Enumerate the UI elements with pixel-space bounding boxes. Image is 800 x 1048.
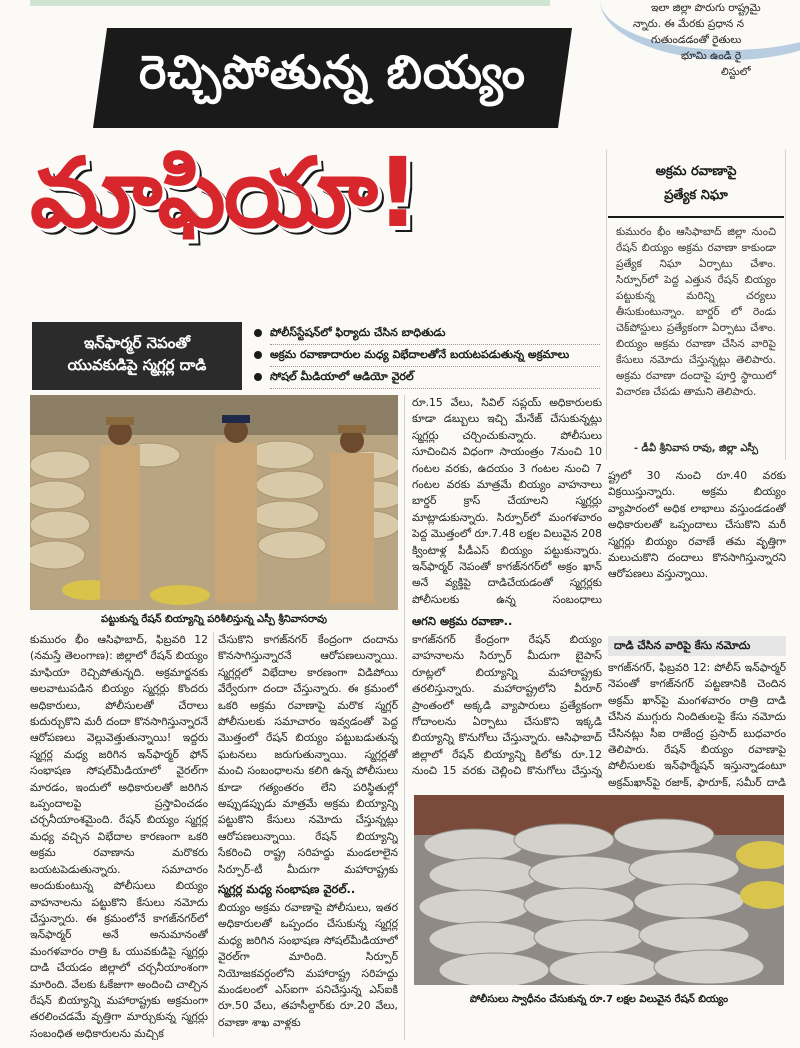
column-divider xyxy=(213,632,214,1037)
article-text: కాగజ్‌నగర్ కేంద్రంగా రేషన్ బియ్యం వాహనాలను సిర్పూర్ మీదుగా బైపాస్ రూట్లలో బియ్యాన్ని మహారాష్ట్రకు తరలిస్తున్నారు. మహారాష్ట్రలోని వీరూర్ ప్రాంతంలో అక్కడి వ్యాపారులు ప్రత్యేకంగా గోదాంలను ఏర్పాటు చేసుకొని ఇక్కడి బియ్యాన్ని కొనుగోలు చేస్తున్నారు. ఆసిఫాబాద్ జిల్లాలో రేషన్ బియ్యాన్ని కిలోకు రూ.12 నుంచి 15 వరకు చెల్లించి కొనుగోలు చేస్తున్న xyxy=(412,633,602,778)
article-column-4b xyxy=(608,660,786,790)
article-text: బియ్యం అక్రమ రవాణాపై పోలీసులు, ఇతర అధికారులతో ఒప్పందం చేసుకున్న స్మగ్లర్ల మధ్య జరిగిన సంభాషణ సోషల్‌మీడియాలో వైరల్‌గా మారింది. సిర్పూర్ నియోజకవర్గంలోని మహారాష్ట్ర సరిహద్దు మండలంలో ఎస్‌ఐగా పనిచేస్తున్న ఎస్‌ఐకి రూ.50 వేలు, తహసీల్దార్‌కు రూ.20 వేలు, రవాణా శాఖ వాళ్లకు xyxy=(218,901,398,1029)
photo-seized-rice-bags-image xyxy=(414,795,784,985)
column-divider xyxy=(404,395,405,1040)
article-column-2b xyxy=(218,900,398,1040)
photo-caption: పట్టుకున్న రేషన్ బియ్యాన్ని పరిశీలిస్తున్న ఎస్పీ శ్రీనివాసరావు xyxy=(100,614,328,625)
headline-banner xyxy=(93,28,572,128)
headline-banner-text: రెచ్చిపోతున్న బియ్యం xyxy=(139,45,526,99)
bullet-item xyxy=(250,344,600,366)
sidebar-border xyxy=(606,150,786,460)
photo-caption: పోలీసులు స్వాధీనం చేసుకున్న రూ.7 లక్షల విలువైన రేషన్ బియ్యం xyxy=(469,994,729,1005)
snippet-line: గుతుండడంతో రైతులు xyxy=(651,34,742,46)
sidebar-signature: - డీవీ శ్రీనివాస రావు, జిల్లా ఎస్పీ xyxy=(633,443,759,454)
bullet-item xyxy=(250,322,600,344)
bullet-text: పోలీస్‌స్టేషన్‌లో ఫిర్యాదు చేసిన బాధితుడు xyxy=(270,322,600,345)
article-text: కాగజ్‌నగర్, ఫిబ్రవరి 12: పోలీస్ ఇన్‌ఫార్మర్ నెపంతో కాగజ్‌నగర్ పట్టణానికి చెందిన అక్రమ్ ఖాన్‌పై మంగళవారం రాత్రి దాడి చేసిన ముగ్గురు నిందితులపై కేసు నమోదు చేసినట్లు సీఐ రాజేంద్ర ప్రసాద్ బుధవారం తెలిపారు. రేషన్ బియ్యం రవాణాపై పోలీసులకు ఇన్‌ఫార్మేషన్ ఇస్తున్నాడంటూ అక్రమ్‌ఖాన్‌పై రజాక్, ఫారూక్, సమీర్ దాడి xyxy=(608,661,786,789)
snippet-line: లిస్టులో xyxy=(721,66,751,78)
snippet-line: ఇలా జిల్లా పొరుగు రాష్ట్రమై xyxy=(651,2,761,14)
photo-police-inspecting-rice-image xyxy=(30,395,398,610)
article-column-4a xyxy=(608,468,786,632)
sidebar-title-line: అక్రమ రవాణాపై xyxy=(655,164,737,179)
headline-main-text: మాఫియా! xyxy=(30,137,418,249)
article-column-1 xyxy=(30,632,208,1040)
bullet-text: అక్రమ రవాణాదారుల మధ్య విభేదాలతోనే బయటపడుతున్న అక్రమాలు xyxy=(270,344,600,367)
section-heading: ఆగని అక్రమ రవాణా.. xyxy=(412,614,513,628)
section-heading: స్మగ్లర్ల మధ్య సంభాషణ వైరల్.. xyxy=(218,882,356,896)
highlight-bullets xyxy=(250,322,600,388)
article-text: రూ.15 వేలు, సివిల్ సప్లయ్ అధికారులకు కూడా డబ్బులు ఇచ్చి మేనేజ్ చేసుకున్నట్లు స్మగ్లర్లు చర్చించుకున్నారు. పోలీసులు సూచించిన విధంగా సాయంత్రం 7నుంచి 10 గంటల వరకు, ఉదయం 3 గంటల నుంచి 7 గంటల వరకు మాత్రమే బియ్యం వాహనాలు బార్డర్ క్రాస్ చేయాలని స్మగ్లర్లు మాట్లాడుకున్నారు. సిర్పూర్‌లో మంగళవారం పెద్ద మొత్తంలో రూ.7.48 లక్షల విలువైన 208 క్వింటాళ్ల పీడీఎస్ బియ్యం పట్టుకున్నారు. ఇన్‌ఫార్మర్ నెపంతో కాగజ్‌నగర్‌లో అక్రం ఖాన్ అనే వ్యక్తిపై దాడిచేయడంతో స్మగ్లర్లకు పోలీసులకు ఉన్న సంబంధాలు xyxy=(412,396,602,606)
article-text: కుమురం భీం ఆసిఫాబాద్, ఫిబ్రవరి 12 (నమస్తే తెలంగాణ): జిల్లాలో రేషన్ బియ్యం మాఫియా రెచ్చిపోతున్నది. అక్రమార్జనకు అలవాటుపడిన బియ్యం స్మగ్లర్లు కొందరు అధికారులు, పోలీసులతో చేరాలు కుదుర్చుకొని మరీ దందా కొనసాగిస్తున్నారనే ఆరోపణలు వెల్లువెత్తుతున్నాయి! ఇద్దరు స్మగ్లర్ల మధ్య జరిగిన ఇన్‌ఫార్మర్ ఫోన్ సంభాషణ సోషల్‌మీడియాలో వైరల్‌గా మారడం, ఇందులో అధికారులతో జరిగిన ఒప్పందాలపై ప్రస్తావించడం చర్చనీయాంశమైంది. రేషన్ బియ్యం స్మగ్లర్ల మధ్య వచ్చిన విభేదాల కారణంగా ఒకరి అక్రమ రవాణాను మరొకరు బయటపెడుతున్నారు. సమాచారం అందుకుంటున్న పోలీసులు బియ్యం వాహనాలను పట్టుకొని కేసులు నమోదు చేస్తున్నారు. ఈ క్రమంలోనే కాగజ్‌నగర్‌లో ఇన్‌ఫార్మర్ అనే అనుమానంతో మంగళవారం రాత్రి ఓ యువకుడిపై స్మగ్లర్లు దాడి చేయడం జిల్లాలో చర్చనీయాంశంగా మారింది. వేలకు ఓకేజుగా అందించి చాల్చిన రేషన్ బియ్యాన్ని మహారాష్ట్రకు అక్రమంగా తరలించడమే వృత్తిగా మార్చుకున్న స్మగ్లర్లు సంబంధిత అధికారులను మచ్చిక xyxy=(30,633,208,1040)
snippet-line: న్నారు. ఈ మేరకు ప్రధాన న xyxy=(633,18,744,30)
article-column-3b xyxy=(412,632,602,782)
subheadline-line: ఇన్‌ఫార్మర్ నెపంతో xyxy=(83,334,191,352)
sidebar-body: కుమురం భీం ఆసిఫాబాద్ జిల్లా నుంచి రేషన్ బియ్యం అక్రమ రవాణా కాకుండా ప్రత్యేక నిఘా ఏర్పాటు చేశాం. సిర్పూర్‌లో పెద్ద ఎత్తున రేషన్ బియ్యం పట్టుకున్న మరిన్ని చర్యలు తీసుకుంటున్నాం. బార్డర్ లో రెండు చెక్‌పోస్టులు ప్రత్యేకంగా ఏర్పాటు చేశాం. బియ్యం అక్రమ రవాణా చేసిన వారిపై కేసులు నమోదు చేస్తున్నట్లు తెలిపారు. అక్రమ రవాణా దందాపై పూర్తి స్థాయిలో విచారణ చేపడు తామని తెలిపారు. xyxy=(616,226,776,398)
bullet-dot-icon xyxy=(254,329,262,337)
bullet-dot-icon xyxy=(254,373,262,381)
article-column-2a xyxy=(218,632,398,878)
bullet-item xyxy=(250,366,600,388)
subheadline-box xyxy=(32,322,242,390)
top-color-strip xyxy=(30,0,550,6)
section-heading-box: దాడి చేసిన వారిపై కేసు నమోదు xyxy=(608,636,786,656)
snippet-line: భూమి ఉండి రై xyxy=(681,50,742,62)
article-text: ష్ట్రలో 30 నుంచి రూ.40 వరకు విక్రయిస్తున్నారు. అక్రమ బియ్యం వ్యాపారంలో అధిక లాభాలు వస్తుండడంతో అధికారులతో ఒప్పందాలు చేసుకొని మరీ స్మగ్లర్లు బియ్యం రవాణే తమ వృత్తిగా మలుచుకొని దందాలు కొనసాగిస్తున్నారని ఆరోపణలు వస్తున్నాయి. xyxy=(608,469,786,581)
sidebar-box xyxy=(606,150,786,460)
article-column-3a xyxy=(412,395,602,607)
photo-seized-rice-bags xyxy=(414,795,784,985)
bullet-text: సోషల్ మీడియాలో ఆడియో వైరల్ xyxy=(270,366,600,389)
adjacent-article-snippet xyxy=(605,0,800,80)
subheadline-line: యువకుడిపై స్మగ్లర్ల దాడి xyxy=(67,356,207,374)
bullet-dot-icon xyxy=(254,351,262,359)
article-text: చేసుకొని కాగజ్‌నగర్ కేంద్రంగా దందాను కొనసాగిస్తున్నారనే ఆరోపణలున్నాయి. స్మగ్లర్లలో విభేదాల కారణంగా విడిపోయి వేర్వేరుగా దందా చేస్తున్నారు. ఈ క్రమంలో ఒకరి అక్రమ రవాణాపై మరొక స్మగ్లర్ పోలీసులకు సమాచారం ఇవ్వడంతో పెద్ద మొత్తంలో రేషన్ బియ్యం పట్టుబడుతున్న ఘటనలు జరుగుతున్నాయి. స్మగ్లర్లతో మంచి సంబంధాలను కలిగి ఉన్న పోలీసులు కూడా గత్యంతరం లేని పరిస్థితుల్లో అప్పుడప్పుడు మాత్రమే అక్రమ బియ్యాన్ని పట్టుకొని కేసులు నమోదు చేస్తున్నట్లు ఆరోపణలున్నాయి. రేషన్ బియ్యాన్ని సేకరించి రాష్ట్ర సరిహద్దు మండలాలైన సిర్పూర్-టీ మీదుగా మహారాష్ట్రకు xyxy=(218,633,398,876)
photo-police-inspecting-rice xyxy=(30,395,398,610)
sidebar-title-line: ప్రత్యేక నిఘా xyxy=(664,188,728,203)
headline-main xyxy=(30,125,590,285)
